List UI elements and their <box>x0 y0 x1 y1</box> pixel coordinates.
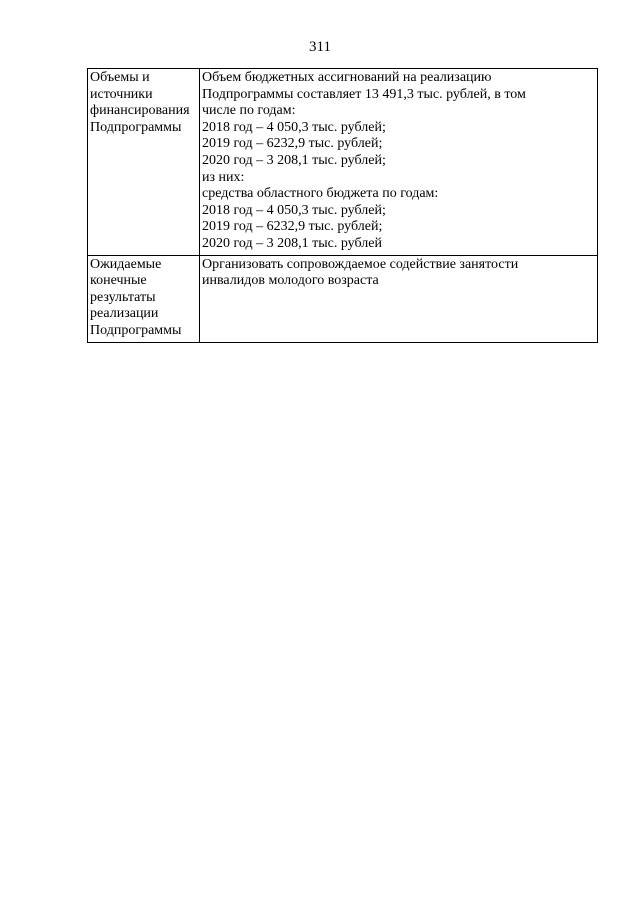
content-line: инвалидов молодого возраста <box>202 273 379 289</box>
label-line: источники <box>90 86 153 102</box>
page-number: 311 <box>309 39 331 55</box>
label-line: реализации <box>90 306 159 322</box>
content-line: числе по годам: <box>202 103 296 119</box>
content-line: из них: <box>202 169 245 185</box>
content-line: 2019 год – 6232,9 тыс. рублей; <box>202 219 383 235</box>
content-line: Подпрограммы составляет 13 491,3 тыс. рублей, в том <box>202 86 526 102</box>
label-line: финансирования <box>90 103 190 119</box>
passport-table <box>87 68 598 343</box>
funding-label-cell <box>88 69 200 256</box>
content-line: Организовать сопровождаемое содействие занятости <box>202 256 519 272</box>
results-content-cell <box>200 255 598 342</box>
content-line: 2018 год – 4 050,3 тыс. рублей; <box>202 119 386 135</box>
label-line: результаты <box>90 289 156 305</box>
results-label-cell <box>88 255 200 342</box>
label-line: конечные <box>90 273 147 289</box>
label-line: Объемы и <box>90 70 150 85</box>
content-line: Объем бюджетных ассигнований на реализацию <box>202 70 492 85</box>
content-line: 2020 год – 3 208,1 тыс. рублей; <box>202 152 386 168</box>
label-line: Ожидаемые <box>90 256 162 272</box>
content-line: 2020 год – 3 208,1 тыс. рублей <box>202 235 382 251</box>
content-line: 2019 год – 6232,9 тыс. рублей; <box>202 136 383 152</box>
table-row-results <box>88 255 598 342</box>
content-line: 2018 год – 4 050,3 тыс. рублей; <box>202 202 386 218</box>
label-line: Подпрограммы <box>90 322 182 338</box>
label-line: Подпрограммы <box>90 119 182 135</box>
table-row-funding <box>88 69 598 256</box>
content-line: средства областного бюджета по годам: <box>202 186 439 202</box>
funding-content-cell <box>200 69 598 256</box>
